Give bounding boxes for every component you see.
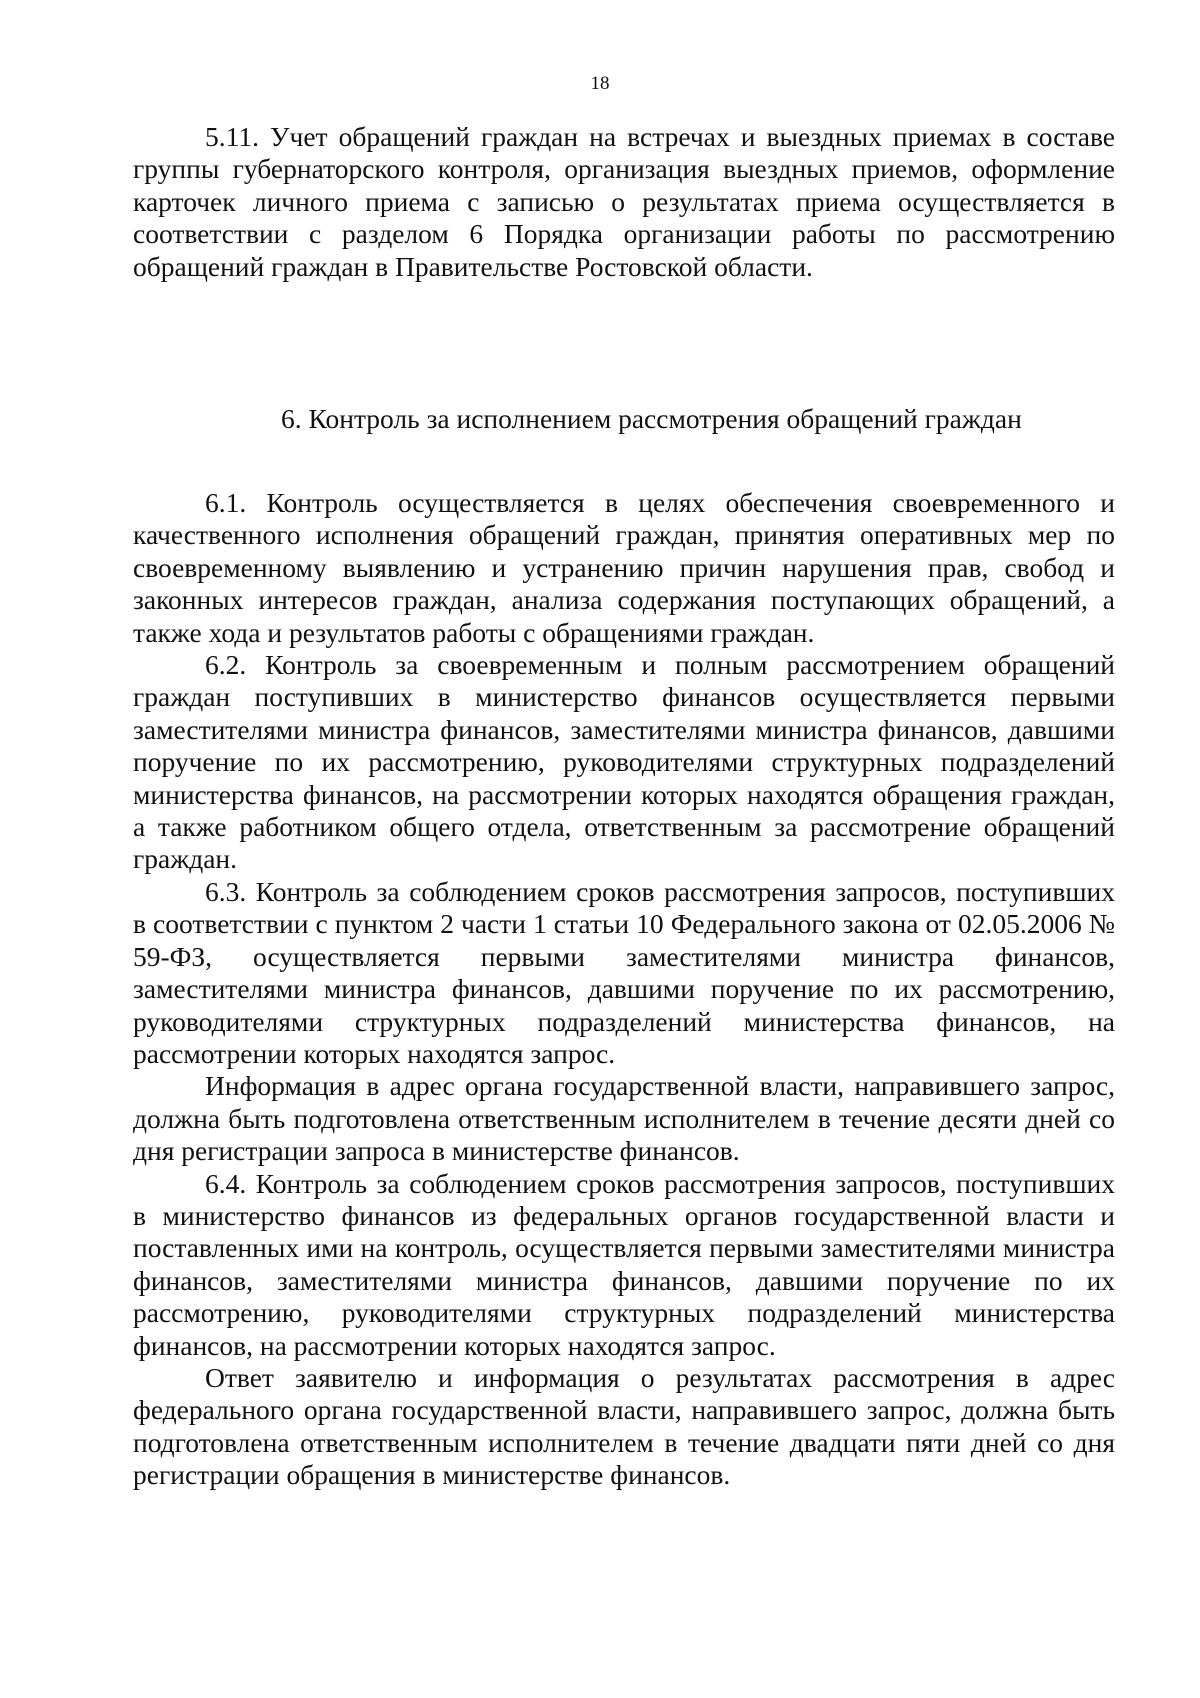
- paragraph-6-3: 6.3. Контроль за соблюдением сроков рассмотрения запросов, поступивших в соответствии с пунктом 2 части 1 статьи 10 Федерального закона от 02.05.2006 № 59-ФЗ, осуществляется первыми заместителями министра финансов, заместителями министра финансов, давшими поручение по их рассмотрению, руководителями структурных подразделений министерства финансов, на рассмотрении которых находятся запрос.: [133, 875, 1115, 1069]
- paragraph-6-2: 6.2. Контроль за своевременным и полным рассмотрением обращений граждан поступивших в министерство финансов осуществляется первыми заместителями министра финансов, заместителями министра финансов, давшими поручение по их рассмотрению, руководителями структурных подразделений министерства финансов, на рассмотрении которых находятся обращения граждан, а также работником общего отдела, ответственным за рассмотрение обращений граждан.: [133, 649, 1115, 875]
- section-5-body: [133, 121, 1115, 283]
- paragraph-6-3-info: Информация в адрес органа государственной власти, направившего запрос, должна быть подготовлена ответственным исполнителем в течение десяти дней со дня регистрации запроса в министерстве финансов.: [133, 1070, 1115, 1167]
- page-number: 18: [590, 73, 610, 94]
- section-6-heading: 6. Контроль за исполнением рассмотрения обращений граждан: [281, 403, 1022, 434]
- paragraph-6-4: 6.4. Контроль за соблюдением сроков рассмотрения запросов, поступивших в министерство финансов из федеральных органов государственной власти и поставленных ими на контроль, осуществляется первыми заместителями министра финансов, заместителями министра финансов, давшими поручение по их рассмотрению, руководителями структурных подразделений министерства финансов, на рассмотрении которых находятся запрос.: [133, 1167, 1115, 1361]
- paragraph-6-4-answer: Ответ заявителю и информация о результатах рассмотрения в адрес федерального органа государственной власти, направившего запрос, должна быть подготовлена ответственным исполнителем в течение двадцати пяти дней со дня регистрации обращения в министерстве финансов.: [133, 1361, 1115, 1491]
- paragraph-6-1: 6.1. Контроль осуществляется в целях обеспечения своевременного и качественного исполнения обращений граждан, принятия оперативных мер по своевременному выявлению и устранению причин нарушения прав, свобод и законных интересов граждан, анализа содержания поступающих обращений, а также хода и результатов работы с обращениями граждан.: [133, 487, 1115, 648]
- paragraph-5-11: 5.11. Учет обращений граждан на встречах и выездных приемах в составе группы губернаторского контроля, организация выездных приемов, оформление карточек личного приема с записью о результатах приема осуществляется в соответствии с разделом 6 Порядка организации работы по рассмотрению обращений граждан в Правительстве Ростовской области.: [133, 121, 1115, 282]
- section-6-body: [133, 487, 1115, 1492]
